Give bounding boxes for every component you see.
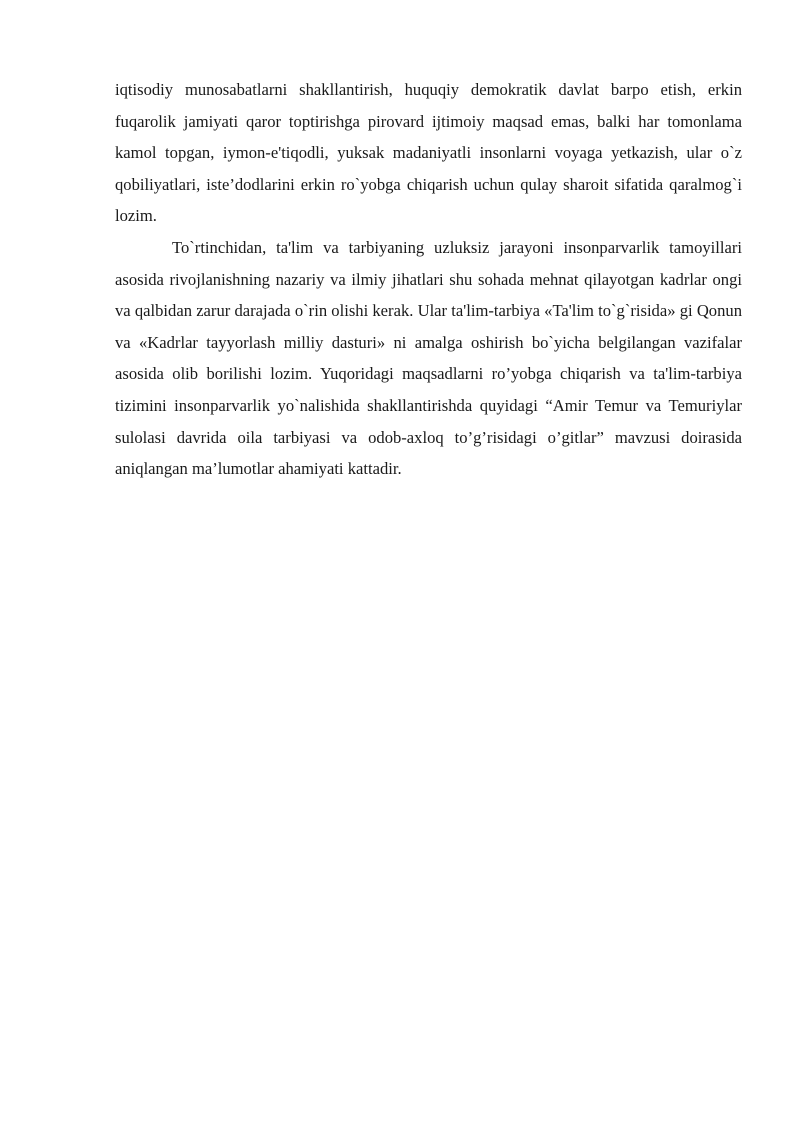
paragraph-fourthly: To`rtinchidan, ta'lim va tarbiyaning uzluksiz jarayoni insonparvarlik tamoyillari asosida rivojlanishning nazariy va ilmiy jihatlari shu sohada mehnat qilayotgan kadrlar ongi va qalbidan zarur darajada o`rin olishi kerak. Ular ta'lim-tarbiya «Ta'lim to`g`risida» gi Qonun va «Kadrlar tayyorlash milliy dasturi» ni amalga oshirish bo`yicha belgilangan vazifalar asosida olib borilishi lozim. Yuqoridagi maqsadlarni ro’yobga chiqarish va ta'lim-tarbiya tizimini insonparvarlik yo`nalishida shakllantirishda quyidagi “Amir Temur va Temuriylar sulolasi davrida oila tarbiyasi va odob-axloq to’g’risidagi o’gitlar” mavzusi doirasida aniqlangan ma’lumotlar ahamiyati kattadir. xyxy=(115,237,742,479)
paragraph-continuation: iqtisodiy munosabatlarni shakllantirish, huquqiy demokratik davlat barpo etish, erkin fuqarolik jamiyati qaror toptirishga pirovard ijtimoiy maqsad emas, balki har tomonlama kamol topgan, iymon-e'tiqodli, yuksak madaniyatli insonlarni voyaga yetkazish, ular o`z qobiliyatlari, iste’dodlarini erkin ro`yobga chiqarish uchun qulay sharoit sifatida qaralmog`i lozim. xyxy=(115,80,742,226)
document-body xyxy=(115,74,742,485)
